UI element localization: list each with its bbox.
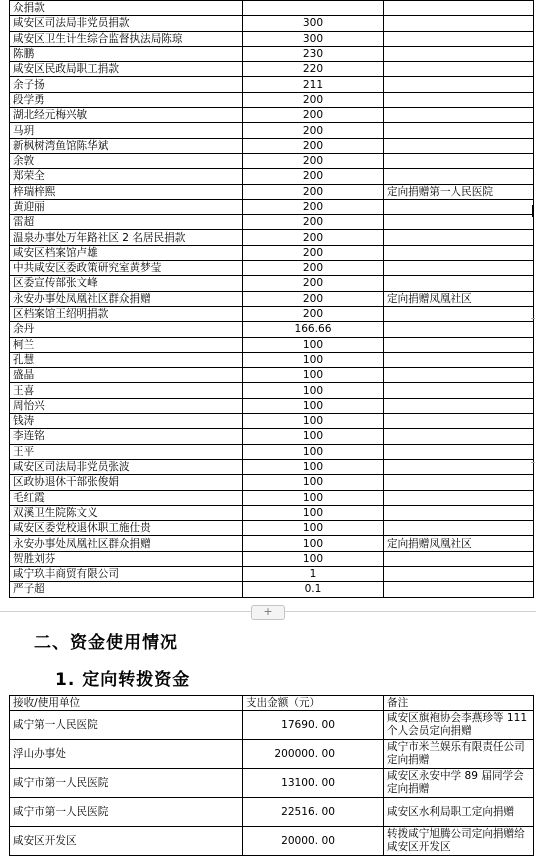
amount-cell: 100 — [243, 352, 384, 367]
amount-cell: 100 — [243, 337, 384, 352]
note-cell — [384, 582, 534, 597]
note-cell: 定向捐赠凤凰社区 — [384, 536, 534, 551]
table-row — [10, 566, 534, 581]
amount-cell: 100 — [243, 521, 384, 536]
amount-cell: 100 — [243, 505, 384, 520]
donor-cell: 郑荣全 — [10, 169, 243, 184]
note-cell — [384, 108, 534, 123]
unit-cell: 浮山办事处 — [10, 740, 243, 769]
donor-cell: 柯兰 — [10, 337, 243, 352]
unit-cell: 咸宁第一人民医院 — [10, 711, 243, 740]
donor-cell: 区档案馆王绍明捐款 — [10, 306, 243, 321]
table-row — [10, 383, 534, 398]
table-row — [10, 153, 534, 168]
donor-cell: 梓瑞梓熙 — [10, 184, 243, 199]
donor-cell: 湖北经元梅兴敏 — [10, 108, 243, 123]
table-row — [10, 414, 534, 429]
donor-cell: 温泉办事处万年路社区 2 名居民捐款 — [10, 230, 243, 245]
table-row — [10, 429, 534, 444]
donor-cell: 孔慧 — [10, 352, 243, 367]
note-cell — [384, 215, 534, 230]
note-cell — [384, 123, 534, 138]
donor-cell: 咸安区档案馆卢雄 — [10, 245, 243, 260]
donor-cell: 陈鹏 — [10, 46, 243, 61]
note-cell: 转拨咸宁旭腾公司定向捐赠给咸安区开发区 — [384, 827, 534, 856]
amount-cell: 0.1 — [243, 582, 384, 597]
note-cell — [384, 16, 534, 31]
note-cell — [384, 62, 534, 77]
table-row — [10, 276, 534, 291]
note-cell — [384, 383, 534, 398]
table-row — [10, 444, 534, 459]
donor-cell: 钱涛 — [10, 414, 243, 429]
table-row — [10, 138, 534, 153]
amount-cell: 200 — [243, 291, 384, 306]
donor-cell: 咸安区民政局职工捐款 — [10, 62, 243, 77]
table-expand-button[interactable]: + — [251, 605, 285, 620]
note-cell — [384, 337, 534, 352]
note-cell — [384, 153, 534, 168]
table-row — [10, 711, 534, 740]
amount-cell: 22516. 00 — [243, 798, 384, 827]
amount-cell: 200 — [243, 138, 384, 153]
amount-cell: 1 — [243, 566, 384, 581]
note-cell — [384, 551, 534, 566]
note-cell — [384, 261, 534, 276]
subsection-heading: 1. 定向转拨资金 — [55, 670, 191, 690]
header-note: 备注 — [384, 696, 534, 711]
table-row — [10, 521, 534, 536]
amount-cell: 200000. 00 — [243, 740, 384, 769]
note-cell: 咸安区水利局职工定向捐赠 — [384, 798, 534, 827]
donor-cell: 双溪卫生院陈文义 — [10, 505, 243, 520]
donor-cell: 马玥 — [10, 123, 243, 138]
amount-cell: 100 — [243, 398, 384, 413]
table-row — [10, 77, 534, 92]
table-row — [10, 291, 534, 306]
donor-cell: 咸安区司法局非党员张波 — [10, 459, 243, 474]
amount-cell: 100 — [243, 383, 384, 398]
table-row — [10, 475, 534, 490]
donor-cell: 咸宁玖丰商贸有限公司 — [10, 566, 243, 581]
note-cell: 定向捐赠凤凰社区 — [384, 291, 534, 306]
donor-cell: 雷超 — [10, 215, 243, 230]
donor-cell: 余丹 — [10, 322, 243, 337]
table-row — [10, 368, 534, 383]
donor-cell: 黄迎丽 — [10, 199, 243, 214]
margin-marker — [532, 205, 534, 217]
note-cell: 咸安区永安中学 89 届同学会定向捐赠 — [384, 769, 534, 798]
note-cell: 咸宁市米兰娱乐有限责任公司定向捐赠 — [384, 740, 534, 769]
donor-cell: 众捐款 — [10, 1, 243, 16]
amount-cell: 20000. 00 — [243, 827, 384, 856]
amount-cell: 230 — [243, 46, 384, 61]
amount-cell: 100 — [243, 459, 384, 474]
note-cell — [384, 322, 534, 337]
note-cell — [384, 245, 534, 260]
unit-cell: 咸宁市第一人民医院 — [10, 798, 243, 827]
amount-cell: 200 — [243, 215, 384, 230]
amount-cell: 100 — [243, 536, 384, 551]
note-cell — [384, 444, 534, 459]
table-row — [10, 230, 534, 245]
amount-cell: 200 — [243, 108, 384, 123]
donor-cell: 永安办事处凤凰社区群众捐赠 — [10, 291, 243, 306]
table-row — [10, 261, 534, 276]
amount-cell: 200 — [243, 276, 384, 291]
amount-cell: 17690. 00 — [243, 711, 384, 740]
note-cell — [384, 138, 534, 153]
margin-tick — [531, 318, 535, 319]
table-row — [10, 322, 534, 337]
note-cell — [384, 230, 534, 245]
note-cell — [384, 459, 534, 474]
amount-cell: 100 — [243, 414, 384, 429]
table-row — [10, 459, 534, 474]
donor-cell: 永安办事处凤凰社区群众捐赠 — [10, 536, 243, 551]
table-row — [10, 306, 534, 321]
donor-cell: 区委宣传部张文峰 — [10, 276, 243, 291]
unit-cell: 咸宁市第一人民医院 — [10, 769, 243, 798]
table-row — [10, 215, 534, 230]
section-heading: 二、资金使用情况 — [34, 633, 178, 653]
note-cell — [384, 46, 534, 61]
note-cell — [384, 398, 534, 413]
amount-cell: 200 — [243, 92, 384, 107]
note-cell — [384, 505, 534, 520]
note-cell — [384, 199, 534, 214]
margin-tick — [531, 462, 535, 463]
note-cell — [384, 77, 534, 92]
amount-cell: 200 — [243, 261, 384, 276]
donor-cell: 咸安区司法局非党员捐款 — [10, 16, 243, 31]
donor-cell: 余敦 — [10, 153, 243, 168]
amount-cell: 200 — [243, 199, 384, 214]
amount-cell: 200 — [243, 153, 384, 168]
unit-cell: 咸安区开发区 — [10, 827, 243, 856]
amount-cell: 200 — [243, 230, 384, 245]
donor-cell: 王喜 — [10, 383, 243, 398]
donor-cell: 咸安区卫生计生综合监督执法局陈琼 — [10, 31, 243, 46]
note-cell — [384, 306, 534, 321]
note-cell — [384, 92, 534, 107]
amount-cell — [243, 1, 384, 16]
table-row — [10, 16, 534, 31]
table-row — [10, 798, 534, 827]
note-cell — [384, 169, 534, 184]
note-cell: 定向捐赠第一人民医院 — [384, 184, 534, 199]
donor-cell: 盛晶 — [10, 368, 243, 383]
note-cell — [384, 1, 534, 16]
note-cell — [384, 490, 534, 505]
header-unit: 接收/使用单位 — [10, 696, 243, 711]
amount-cell: 13100. 00 — [243, 769, 384, 798]
table-header-row — [10, 696, 534, 711]
table-row — [10, 505, 534, 520]
header-amount: 支出金额（元） — [243, 696, 384, 711]
table-row — [10, 62, 534, 77]
donor-cell: 李连铭 — [10, 429, 243, 444]
table-row — [10, 551, 534, 566]
donor-cell: 中共咸安区委政策研究室黄梦莹 — [10, 261, 243, 276]
amount-cell: 300 — [243, 31, 384, 46]
amount-cell: 100 — [243, 444, 384, 459]
donor-cell: 区政协退休干部张俊娟 — [10, 475, 243, 490]
note-cell — [384, 521, 534, 536]
note-cell — [384, 352, 534, 367]
table-row — [10, 740, 534, 769]
table-row — [10, 1, 534, 16]
donor-cell: 贺胜刘芬 — [10, 551, 243, 566]
table-row — [10, 184, 534, 199]
amount-cell: 166.66 — [243, 322, 384, 337]
table-row — [10, 352, 534, 367]
amount-cell: 300 — [243, 16, 384, 31]
amount-cell: 200 — [243, 306, 384, 321]
amount-cell: 100 — [243, 475, 384, 490]
amount-cell: 211 — [243, 77, 384, 92]
table-row — [10, 108, 534, 123]
fund-usage-table — [9, 695, 534, 856]
donor-cell: 王平 — [10, 444, 243, 459]
note-cell — [384, 276, 534, 291]
amount-cell: 100 — [243, 429, 384, 444]
note-cell — [384, 429, 534, 444]
table-row — [10, 582, 534, 597]
donor-cell: 新枫树湾鱼馆陈华斌 — [10, 138, 243, 153]
table-row — [10, 245, 534, 260]
note-cell — [384, 414, 534, 429]
donor-cell: 段学勇 — [10, 92, 243, 107]
table-row — [10, 490, 534, 505]
donation-table — [9, 0, 534, 598]
note-cell — [384, 475, 534, 490]
amount-cell: 100 — [243, 368, 384, 383]
donor-cell: 严子超 — [10, 582, 243, 597]
table-row — [10, 827, 534, 856]
note-cell — [384, 31, 534, 46]
donor-cell: 毛红霞 — [10, 490, 243, 505]
note-cell — [384, 368, 534, 383]
table-row — [10, 123, 534, 138]
note-cell: 咸安区旗袍协会李燕珍等 111 个人会员定向捐赠 — [384, 711, 534, 740]
table-row — [10, 31, 534, 46]
table-row — [10, 536, 534, 551]
note-cell — [384, 566, 534, 581]
amount-cell: 200 — [243, 184, 384, 199]
table-row — [10, 46, 534, 61]
table-row — [10, 337, 534, 352]
table-row — [10, 92, 534, 107]
donor-cell: 周怡兴 — [10, 398, 243, 413]
amount-cell: 100 — [243, 551, 384, 566]
amount-cell: 200 — [243, 169, 384, 184]
amount-cell: 200 — [243, 123, 384, 138]
table-row — [10, 169, 534, 184]
table-row — [10, 199, 534, 214]
table-row — [10, 769, 534, 798]
amount-cell: 220 — [243, 62, 384, 77]
amount-cell: 200 — [243, 245, 384, 260]
amount-cell: 100 — [243, 490, 384, 505]
donor-cell: 余子扬 — [10, 77, 243, 92]
donor-cell: 咸安区委党校退休职工施仕贵 — [10, 521, 243, 536]
table-row — [10, 398, 534, 413]
